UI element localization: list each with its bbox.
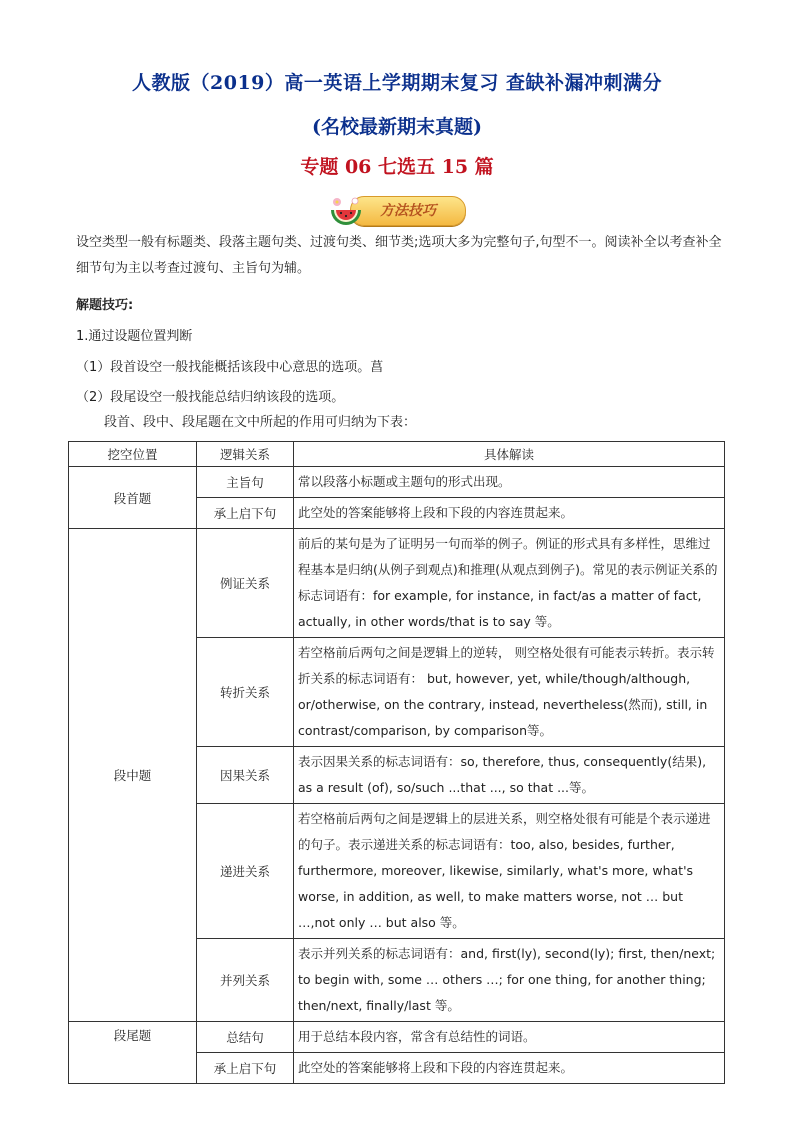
relation-cell: 主旨句 — [197, 467, 294, 498]
position-cell-continued — [69, 1053, 197, 1084]
header-relation: 逻辑关系 — [197, 442, 294, 467]
table-header-row — [69, 442, 725, 467]
table-intro-text: 段首、段中、段尾题在文中所起的作用可归纳为下表： — [104, 415, 417, 430]
method-table — [68, 441, 725, 1084]
intro-text: 设空类型一般有标题类、段落主题句类、过渡句类、细节类;选项大多为完整句子,句型不一。阅读补全以考查补全细节句为主以考查过渡句、主旨句为辅。 — [76, 235, 722, 276]
detail-cell: 用于总结本段内容，常含有总结性的词语。 — [294, 1022, 725, 1053]
detail-cell: 此空处的答案能够将上段和下段的内容连贯起来。 — [294, 1053, 725, 1084]
relation-cell: 转折关系 — [197, 638, 294, 747]
point1a-text: （1）段首设空一般找能概括该段中心意思的选项。菖 — [76, 360, 384, 375]
point1 — [76, 324, 724, 350]
point1a — [76, 355, 724, 381]
detail-cell: 表示并列关系的标志词语有：and, first(ly), second(ly); first, then/next; to begin with, some … others …; for one thing, for another thing; then/next, finally/last 等。 — [294, 939, 725, 1022]
document-subtitle: (名校最新期末真题) — [312, 116, 482, 138]
header-position: 挖空位置 — [69, 442, 197, 467]
detail-cell: 若空格前后两句之间是逻辑上的层进关系，则空格处很有可能是个表示递进的句子。表示递进关系的标志词语有：too, also, besides, further, furthermore, moreover, likewise, similarly, what's more, what's worse, in addition, as well, to make matters worse, not … but …,not only … but also 等。 — [294, 804, 725, 939]
detail-cell: 此空处的答案能够将上段和下段的内容连贯起来。 — [294, 498, 725, 529]
watermelon-icon — [328, 192, 364, 228]
detail-cell: 若空格前后两句之间是逻辑上的逆转， 则空格处很有可能表示转折。表示转折关系的标志词语有： but, however, yet, while/though/although, or/otherwise, on the contrary, instead, nevertheless(然而), still, in contrast/comparison, by comparison等。 — [294, 638, 725, 747]
topic-title: 专题 06 七选五 15 篇 — [300, 156, 494, 178]
position-cell: 段首题 — [69, 467, 197, 529]
method-badge-label: 方法技巧 — [350, 196, 466, 226]
document-title: 人教版（2019）高一英语上学期期末复习 查缺补漏冲刺满分 — [132, 72, 662, 94]
position-cell: 段尾题 — [69, 1022, 197, 1053]
tips-label: 解题技巧: — [76, 298, 134, 313]
relation-cell: 承上启下句 — [197, 1053, 294, 1084]
header-detail: 具体解读 — [294, 442, 725, 467]
relation-cell: 例证关系 — [197, 529, 294, 638]
table-row — [69, 1053, 725, 1084]
relation-cell: 递进关系 — [197, 804, 294, 939]
detail-cell: 前后的某句是为了证明另一句而举的例子。例证的形式具有多样性，思维过程基本是归纳(从例子到观点)和推理(从观点到例子)。常见的表示例证关系的标志词语有：for example, for instance, in fact/as a matter of fact, actually, in other words/that is to say 等。 — [294, 529, 725, 638]
method-badge — [328, 190, 468, 230]
intro-paragraph — [76, 230, 724, 282]
table-row — [69, 1022, 725, 1053]
table-row — [69, 467, 725, 498]
detail-cell: 表示因果关系的标志词语有：so, therefore, thus, consequently(结果), as a result (of), so/such ...that ..., so that ...等。 — [294, 747, 725, 804]
tips-section — [76, 293, 724, 319]
detail-cell: 常以段落小标题或主题句的形式出现。 — [294, 467, 725, 498]
relation-cell: 因果关系 — [197, 747, 294, 804]
relation-cell: 并列关系 — [197, 939, 294, 1022]
relation-cell: 承上启下句 — [197, 498, 294, 529]
point1-text: 1.通过设题位置判断 — [76, 329, 193, 344]
point1b — [76, 385, 724, 411]
table-intro — [104, 410, 752, 436]
point1b-text: （2）段尾设空一般找能总结归纳该段的选项。 — [76, 390, 345, 405]
table-row — [69, 529, 725, 638]
relation-cell: 总结句 — [197, 1022, 294, 1053]
position-cell: 段中题 — [69, 529, 197, 1022]
